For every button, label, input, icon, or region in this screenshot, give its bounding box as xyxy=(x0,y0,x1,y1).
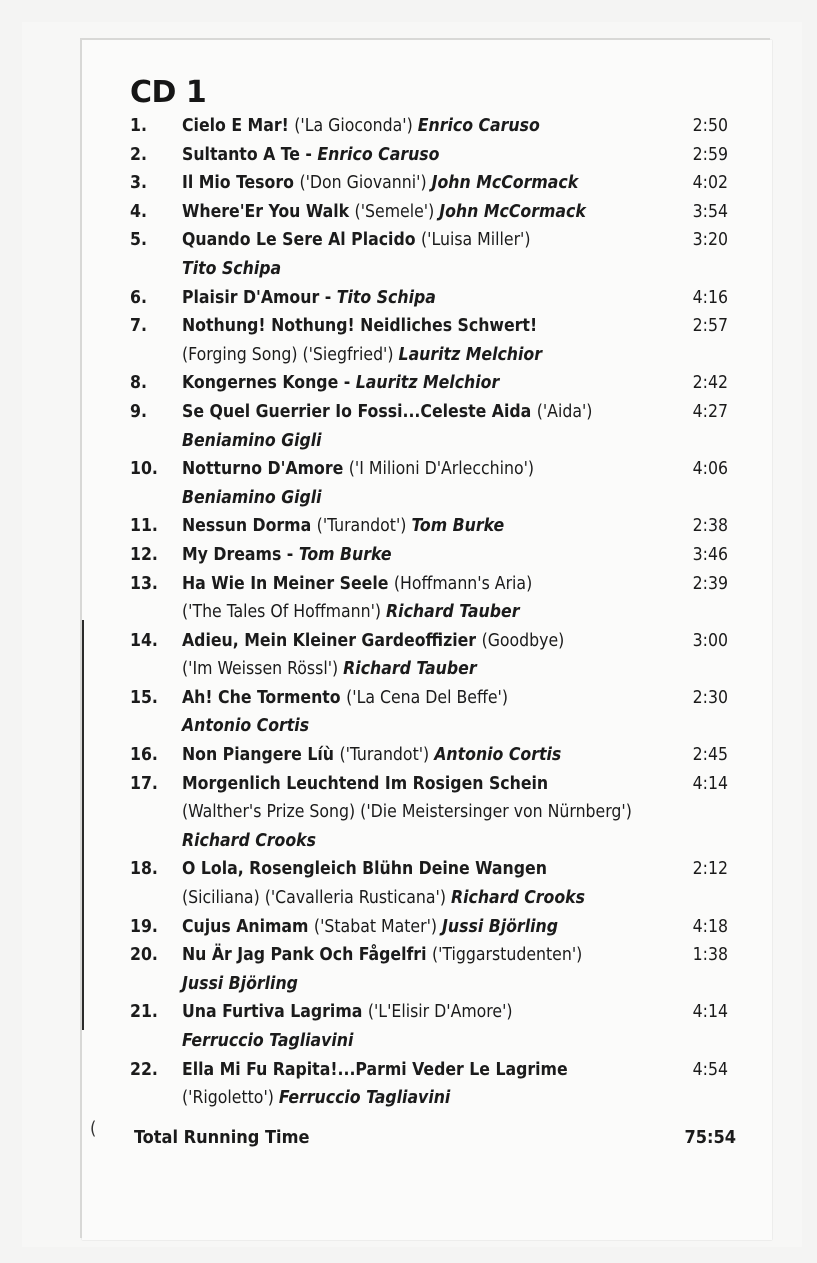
song-subtitle: (Goodbye) xyxy=(481,630,565,651)
track-number: 14. xyxy=(130,630,158,651)
song-title: Adieu, Mein Kleiner Gardeoffizier xyxy=(182,630,482,651)
track-duration: 2:42 xyxy=(692,373,728,394)
track-text xyxy=(182,798,632,827)
track-continuation-line xyxy=(82,484,772,513)
song-subtitle: ('La Gioconda') xyxy=(294,116,418,136)
artist-name: Ferruccio Tagliavini xyxy=(182,1031,354,1051)
artist-name: Beniamino Gigli xyxy=(182,487,322,508)
total-running-time-row xyxy=(82,1123,772,1153)
track-item xyxy=(82,226,772,283)
track-text xyxy=(182,512,504,541)
track-item xyxy=(82,570,772,627)
song-title: Se Quel Guerrier Io Fossi...Celeste Aida xyxy=(182,401,537,422)
track-number: 12. xyxy=(130,544,158,565)
track-number: 22. xyxy=(130,1059,158,1080)
track-line xyxy=(82,627,772,656)
track-text xyxy=(182,941,582,970)
track-text xyxy=(182,341,542,370)
track-continuation-line xyxy=(82,598,772,627)
song-title: Where'Er You Walk xyxy=(182,201,355,222)
song-subtitle: ('Stabat Mater') xyxy=(313,916,443,937)
cd-insert-card xyxy=(82,40,772,1240)
artist-name: Jussi Björling xyxy=(182,973,298,994)
track-item xyxy=(82,284,772,313)
song-subtitle: ('Tiggarstudenten') xyxy=(431,945,583,966)
song-subtitle: (Siciliana) ('Cavalleria Rusticana') xyxy=(182,888,451,909)
song-subtitle: ('L'Elisir D'Amore') xyxy=(367,1002,513,1023)
song-subtitle: ('Aida') xyxy=(536,401,593,422)
track-line xyxy=(82,226,772,255)
track-continuation-line xyxy=(82,827,772,856)
artist-name: Tito Schipa xyxy=(336,287,436,308)
track-number: 5. xyxy=(130,230,147,251)
track-text xyxy=(182,884,585,913)
track-item xyxy=(82,512,772,541)
song-title: Cielo E Mar! xyxy=(182,116,295,136)
track-number: 15. xyxy=(130,687,158,708)
song-subtitle: ('Turandot') xyxy=(316,516,412,537)
track-line xyxy=(82,541,772,570)
song-title: Cujus Animam xyxy=(182,916,314,937)
track-item xyxy=(82,312,772,369)
track-continuation-line xyxy=(82,427,772,456)
track-item xyxy=(82,141,772,170)
track-item xyxy=(82,855,772,912)
track-item xyxy=(82,741,772,770)
track-continuation-line xyxy=(82,655,772,684)
track-number: 19. xyxy=(130,916,158,937)
track-continuation-line xyxy=(82,341,772,370)
track-duration: 3:46 xyxy=(692,544,728,565)
track-duration: 4:27 xyxy=(692,401,728,422)
song-title: Quando Le Sere Al Placido xyxy=(182,230,422,251)
song-title: Plaisir D'Amour - xyxy=(182,287,337,308)
track-text xyxy=(182,541,392,570)
track-number: 7. xyxy=(130,316,147,337)
track-text xyxy=(182,1056,568,1085)
track-text xyxy=(182,484,322,513)
track-duration: 2:59 xyxy=(692,144,728,165)
track-continuation-line xyxy=(82,712,772,741)
track-text xyxy=(182,112,540,141)
song-title: Kongernes Konge - xyxy=(182,373,356,394)
total-label: Total Running Time xyxy=(134,1127,310,1148)
song-subtitle: ('Luisa Miller') xyxy=(421,230,531,251)
track-line xyxy=(82,112,772,141)
artist-name: Tom Burke xyxy=(298,544,392,565)
track-item xyxy=(82,1056,772,1113)
artist-name: Jussi Björling xyxy=(442,916,558,937)
track-text xyxy=(182,398,592,427)
track-item xyxy=(82,398,772,455)
song-subtitle: ('Don Giovanni') xyxy=(299,173,432,194)
track-duration: 4:14 xyxy=(692,1002,728,1023)
song-subtitle: ('Rigoletto') xyxy=(182,1088,279,1109)
artist-name: Ferruccio Tagliavini xyxy=(278,1088,451,1109)
track-number: 8. xyxy=(130,373,147,394)
track-number: 2. xyxy=(130,144,147,165)
margin-mark: ( xyxy=(90,1118,97,1139)
track-text xyxy=(182,427,322,456)
track-text xyxy=(182,570,532,599)
track-line xyxy=(82,141,772,170)
track-text xyxy=(182,684,508,713)
track-text xyxy=(182,741,561,770)
track-number: 20. xyxy=(130,945,158,966)
track-line xyxy=(82,684,772,713)
track-text xyxy=(182,226,531,255)
track-continuation-line xyxy=(82,1084,772,1113)
song-title: Ha Wie In Meiner Seele xyxy=(182,573,394,594)
artist-name: John McCormack xyxy=(431,173,579,194)
track-duration: 2:30 xyxy=(692,687,728,708)
track-duration: 2:39 xyxy=(692,573,728,594)
song-subtitle: ('Turandot') xyxy=(339,745,435,766)
song-subtitle: (Walther's Prize Song) ('Die Meistersinger von Nürnberg') xyxy=(182,802,632,823)
artist-name: Richard Crooks xyxy=(451,888,585,909)
song-subtitle: ('I Milioni D'Arlecchino') xyxy=(348,459,535,480)
track-item xyxy=(82,627,772,684)
track-line xyxy=(82,741,772,770)
track-line xyxy=(82,770,772,799)
track-duration: 3:00 xyxy=(692,630,728,651)
song-title: My Dreams - xyxy=(182,544,299,565)
track-continuation-line xyxy=(82,970,772,999)
song-subtitle: ('The Tales Of Hoffmann') xyxy=(182,602,387,623)
track-number: 10. xyxy=(130,459,158,480)
track-text xyxy=(182,655,477,684)
artist-name: John McCormack xyxy=(439,201,586,222)
track-duration: 2:38 xyxy=(692,516,728,537)
song-title: Il Mio Tesoro xyxy=(182,173,300,194)
track-continuation-line xyxy=(82,1027,772,1056)
track-number: 3. xyxy=(130,173,147,194)
track-number: 13. xyxy=(130,573,158,594)
artist-name: Richard Tauber xyxy=(386,602,520,623)
track-duration: 2:50 xyxy=(692,116,728,136)
song-title: Nessun Dorma xyxy=(182,516,317,537)
song-title: Ah! Che Tormento xyxy=(182,687,347,708)
track-duration: 2:57 xyxy=(692,316,728,337)
artist-name: Lauritz Melchior xyxy=(398,344,542,365)
track-text xyxy=(182,284,436,313)
track-duration: 4:14 xyxy=(692,773,728,794)
song-title: Nu Är Jag Pank Och Fågelfri xyxy=(182,945,432,966)
track-duration: 2:12 xyxy=(692,859,728,880)
track-item xyxy=(82,941,772,998)
track-text xyxy=(182,255,281,284)
artist-name: Antonio Cortis xyxy=(182,716,310,737)
track-text xyxy=(182,627,564,656)
song-title: Morgenlich Leuchtend Im Rosigen Schein xyxy=(182,773,549,794)
song-subtitle: ('Im Weissen Rössl') xyxy=(182,659,344,680)
track-duration: 4:18 xyxy=(692,916,728,937)
track-text xyxy=(182,1027,353,1056)
artist-name: Tito Schipa xyxy=(182,258,282,279)
track-item xyxy=(82,998,772,1055)
track-item xyxy=(82,684,772,741)
track-text xyxy=(182,712,309,741)
track-text xyxy=(182,455,534,484)
track-duration: 1:38 xyxy=(692,945,728,966)
artist-name: Lauritz Melchior xyxy=(355,373,500,394)
track-text xyxy=(182,855,547,884)
track-line xyxy=(82,312,772,341)
track-duration: 3:20 xyxy=(692,230,728,251)
track-item xyxy=(82,369,772,398)
song-title: Non Piangere Líù xyxy=(182,745,340,766)
track-duration: 3:54 xyxy=(692,201,728,222)
track-number: 17. xyxy=(130,773,158,794)
track-line xyxy=(82,570,772,599)
artist-name: Tom Burke xyxy=(411,516,505,537)
page-title: CD 1 xyxy=(130,75,207,110)
song-title: Sultanto A Te - xyxy=(182,144,318,165)
track-duration: 4:54 xyxy=(692,1059,728,1080)
track-number: 9. xyxy=(130,401,147,422)
track-text xyxy=(182,998,513,1027)
track-number: 16. xyxy=(130,745,158,766)
artist-name: Enrico Caruso xyxy=(417,116,540,136)
track-text xyxy=(182,970,298,999)
track-line xyxy=(82,1056,772,1085)
track-item xyxy=(82,541,772,570)
song-subtitle: ('Semele') xyxy=(354,201,440,222)
track-duration: 2:45 xyxy=(692,745,728,766)
track-line xyxy=(82,369,772,398)
track-item xyxy=(82,169,772,198)
track-number: 1. xyxy=(130,116,147,136)
song-subtitle: ('La Cena Del Beffe') xyxy=(346,687,508,708)
track-line xyxy=(82,855,772,884)
song-title: Ella Mi Fu Rapita!...Parmi Veder Le Lagrime xyxy=(182,1059,568,1080)
track-line xyxy=(82,455,772,484)
track-text xyxy=(182,141,440,170)
track-number: 11. xyxy=(130,516,158,537)
track-line xyxy=(82,398,772,427)
track-text xyxy=(182,369,499,398)
track-number: 4. xyxy=(130,201,147,222)
song-title: Notturno D'Amore xyxy=(182,459,349,480)
track-number: 6. xyxy=(130,287,147,308)
track-line xyxy=(82,998,772,1027)
song-title: Nothung! Nothung! Neidliches Schwert! xyxy=(182,316,538,337)
track-duration: 4:02 xyxy=(692,173,728,194)
track-item xyxy=(82,112,772,141)
track-line xyxy=(82,913,772,942)
song-subtitle: (Hoffmann's Aria) xyxy=(393,573,533,594)
track-line xyxy=(82,512,772,541)
track-item xyxy=(82,913,772,942)
track-number: 18. xyxy=(130,859,158,880)
track-item xyxy=(82,770,772,856)
track-text xyxy=(182,770,548,799)
artist-name: Beniamino Gigli xyxy=(182,430,322,451)
track-text xyxy=(182,598,519,627)
track-text xyxy=(182,312,537,341)
track-duration: 4:16 xyxy=(692,287,728,308)
track-list xyxy=(82,112,772,1113)
track-item xyxy=(82,455,772,512)
track-continuation-line xyxy=(82,798,772,827)
track-text xyxy=(182,198,586,227)
track-text xyxy=(182,913,558,942)
artist-name: Enrico Caruso xyxy=(317,144,440,165)
track-continuation-line xyxy=(82,255,772,284)
track-item xyxy=(82,198,772,227)
track-line xyxy=(82,198,772,227)
track-line xyxy=(82,941,772,970)
total-value: 75:54 xyxy=(684,1127,736,1148)
track-line xyxy=(82,169,772,198)
song-subtitle: (Forging Song) ('Siegfried') xyxy=(182,344,399,365)
track-text xyxy=(182,1084,450,1113)
artist-name: Richard Crooks xyxy=(182,830,316,851)
track-duration: 4:06 xyxy=(692,459,728,480)
song-title: Una Furtiva Lagrima xyxy=(182,1002,368,1023)
artist-name: Antonio Cortis xyxy=(434,745,562,766)
track-line xyxy=(82,284,772,313)
track-continuation-line xyxy=(82,884,772,913)
track-number: 21. xyxy=(130,1002,158,1023)
track-text xyxy=(182,827,316,856)
song-title: O Lola, Rosengleich Blühn Deine Wangen xyxy=(182,859,547,880)
artist-name: Richard Tauber xyxy=(343,659,477,680)
track-text xyxy=(182,169,578,198)
